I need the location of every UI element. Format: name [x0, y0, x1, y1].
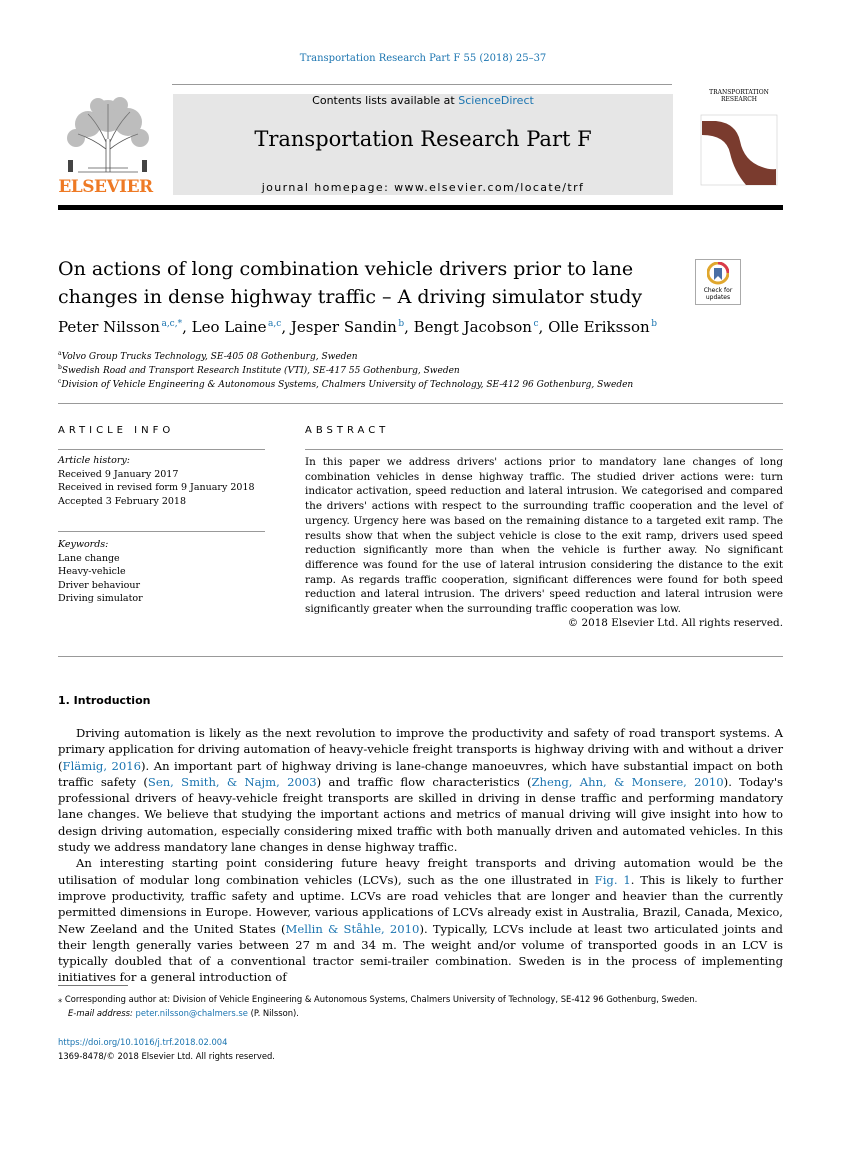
- issn-line: 1369-8478/© 2018 Elsevier Ltd. All rights reserved.: [58, 1051, 275, 1061]
- affiliation-text: Volvo Group Trucks Technology, SE-405 08 Gothenburg, Sweden: [61, 352, 358, 362]
- paragraph-text: ). Today's professional drivers of heavy-vehicle freight transports are skilled in driving in dense traffic and performing mandatory lane changes. We believe that studying the important actions and metrics of manual driving will give insight into how to design driving automation, especially considering mixed traffic with both manually driven and automated vehicles. In this study we address mandatory lane changes in dense highway traffic.: [58, 774, 784, 855]
- citation-link[interactable]: Flämig, 2016: [62, 758, 141, 773]
- keyword: Driver behaviour: [58, 579, 141, 591]
- paragraph: [58, 725, 783, 855]
- paragraph-text: ). An important part of highway driving is lane-change manoeuvres, which have substantial impact on both traffic safety (: [58, 758, 783, 789]
- info-rule: [58, 531, 265, 532]
- journal-header-box: [173, 94, 673, 195]
- keywords: [58, 538, 143, 606]
- keywords-label: Keywords:: [58, 539, 109, 550]
- affiliation-c: [58, 378, 633, 390]
- header-rule: [172, 84, 672, 85]
- footnote-text: Corresponding author at: Division of Vehicle Engineering & Autonomous Systems, Chalmers University of Technology, SE-412 96 Gothenburg, Sweden.: [64, 994, 698, 1004]
- journal-homepage-link[interactable]: journal homepage: www.elsevier.com/locate/trf: [261, 181, 585, 194]
- article-history: [58, 454, 255, 508]
- affiliation-mark: b: [58, 364, 62, 371]
- article-info-heading: ARTICLE INFO: [58, 425, 175, 436]
- paragraph-text: ) and traffic flow characteristics (: [316, 774, 532, 789]
- introduction-body: [58, 725, 783, 986]
- journal-cover-thumbnail[interactable]: [696, 87, 782, 191]
- citation-link[interactable]: Mellin & Ståhle, 2010: [285, 921, 420, 936]
- sciencedirect-link[interactable]: ScienceDirect: [458, 94, 534, 107]
- elsevier-wordmark: ELSEVIER: [58, 177, 153, 197]
- journal-reference[interactable]: Transportation Research Part F 55 (2018) 25–37: [299, 53, 547, 64]
- tree-icon: [58, 94, 158, 174]
- journal-title: Transportation Research Part F: [254, 127, 592, 151]
- section-heading-introduction: 1. Introduction: [58, 694, 151, 707]
- affiliation-text: Division of Vehicle Engineering & Autonomous Systems, Chalmers University of Technology, SE-412 96 Gothenburg, Sweden: [61, 380, 634, 390]
- citation-link[interactable]: Sen, Smith, & Najm, 2003: [147, 774, 317, 789]
- keyword: Heavy-vehicle: [58, 566, 126, 577]
- section-rule: [58, 656, 783, 657]
- article-title: On actions of long combination vehicle drivers prior to lane changes in dense highway traffic – A driving simulator study: [58, 258, 643, 308]
- author-affiliation-mark[interactable]: a,c,*: [161, 319, 183, 329]
- abstract-text: In this paper we address drivers' actions prior to mandatory lane changes of long combination vehicles in dense highway traffic. The studied driver actions were: turn indicator activation, speed reduction and lateral intrusion. We categorised and compared the drivers' actions with respect to the surrounding traffic cooperation and the level of urgency. Urgency here was based on the remaining distance to a targeted exit ramp. The results show that when the subject vehicle is close to the exit ramp, drivers used speed reduction significantly more than when the vehicle is further away. No significant difference was found for the use of lateral intrusion considering the distance to the exit ramp. As regards traffic cooperation, significant differences were found for both speed reduction and lateral intrusion. The drivers' speed reduction and lateral intrusion were significantly greater when the surrounding traffic cooperation was low.: [305, 456, 783, 616]
- paragraph-text: An interesting starting point considering future heavy freight transports and driving automation would be the utilisation of modular long combination vehicles (LCVs), such as the one illustrated in: [58, 856, 783, 887]
- author-affiliation-mark[interactable]: b: [398, 319, 405, 329]
- author-email-link[interactable]: peter.nilsson@chalmers.se: [135, 1008, 248, 1018]
- page-bottom-info: [58, 1035, 558, 1063]
- author-name[interactable]: Bengt Jacobson: [413, 318, 532, 336]
- paragraph-text: . This is likely to further improve productivity, traffic safety and uptime. LCVs are road vehicles that are longer and heavier than the currently permitted dimensions in Europe. However, various applications of LCVs already exist in Australia, Brazil, Canada, Mexico, New Zeeland and the United States (: [58, 872, 784, 936]
- citation-link[interactable]: Zheng, Ahn, & Monsere, 2010: [531, 774, 724, 789]
- email-label: E-mail address:: [68, 1008, 133, 1018]
- author-list: Peter Nilsson $^{a,c,*}$, Leo Laine $^{a,c}$, Jesper Sandin $^b$, Bengt Jacobson $^c$, Olle Eriksson $^b$: [58, 318, 657, 336]
- copyright: © 2018 Elsevier Ltd. All rights reserved.: [567, 617, 783, 629]
- doi-link[interactable]: https://doi.org/10.1016/j.trf.2018.02.004: [58, 1037, 228, 1047]
- paragraph: [58, 855, 783, 985]
- abstract-rule: [305, 449, 783, 450]
- footnote-mark: ⁎: [58, 994, 63, 1004]
- section-rule: [58, 403, 783, 404]
- history-accepted: Accepted 3 February 2018: [58, 495, 187, 507]
- author-name[interactable]: Jesper Sandin: [290, 318, 397, 336]
- author-name[interactable]: Olle Eriksson: [548, 318, 650, 336]
- header-thick-rule: [58, 205, 783, 210]
- check-for-updates-badge[interactable]: [695, 259, 741, 305]
- history-label: Article history:: [58, 455, 130, 466]
- figure-link[interactable]: Fig. 1: [594, 872, 631, 887]
- keyword: Lane change: [58, 552, 120, 564]
- crossmark-icon: [707, 262, 729, 286]
- email-suffix: (P. Nilsson).: [247, 1008, 299, 1018]
- keyword: Driving simulator: [58, 593, 143, 604]
- author-affiliation-mark[interactable]: b: [651, 319, 657, 329]
- cover-road-image: [696, 111, 782, 187]
- affiliation-mark: c: [58, 378, 62, 385]
- contents-prefix: Contents lists available at: [312, 94, 459, 107]
- author-affiliation-mark[interactable]: c: [533, 319, 539, 329]
- cover-title: TRANSPORTATION RESEARCH: [709, 89, 769, 103]
- affiliation-b: [58, 364, 460, 376]
- author-name[interactable]: Leo Laine: [191, 318, 267, 336]
- footnote: [58, 992, 798, 1020]
- abstract-heading: ABSTRACT: [305, 425, 390, 436]
- info-rule: [58, 449, 265, 450]
- author-affiliation-mark[interactable]: a,c: [268, 319, 282, 329]
- affiliation-mark: a: [58, 350, 62, 357]
- history-received: Received 9 January 2017: [58, 468, 179, 480]
- contents-line: [173, 94, 673, 107]
- footnote-rule: [58, 985, 128, 986]
- paragraph-text: Driving automation is likely as the next revolution to improve the productivity and safety of road transport systems. A primary application for driving automation of heavy-vehicle freight transports is highway driving with and without a driver (: [58, 726, 783, 773]
- affiliation-a: [58, 350, 358, 362]
- paragraph-text: ). Typically, LCVs include at least two articulated joints and their length generally varies between 27 m and 34 m. The weight and/or volume of transported goods in an LCV is typically doubled that of a conventional tractor semi-trailer combination. Sweden is in the process of implementing initiatives for a general introduction of: [58, 921, 783, 985]
- affiliation-text: Swedish Road and Transport Research Institute (VTI), SE-417 55 Gothenburg, Sweden: [61, 366, 460, 376]
- history-revised: Received in revised form 9 January 2018: [58, 482, 255, 493]
- crossmark-label: Check for updates: [703, 287, 733, 301]
- author-name[interactable]: Peter Nilsson: [58, 318, 160, 336]
